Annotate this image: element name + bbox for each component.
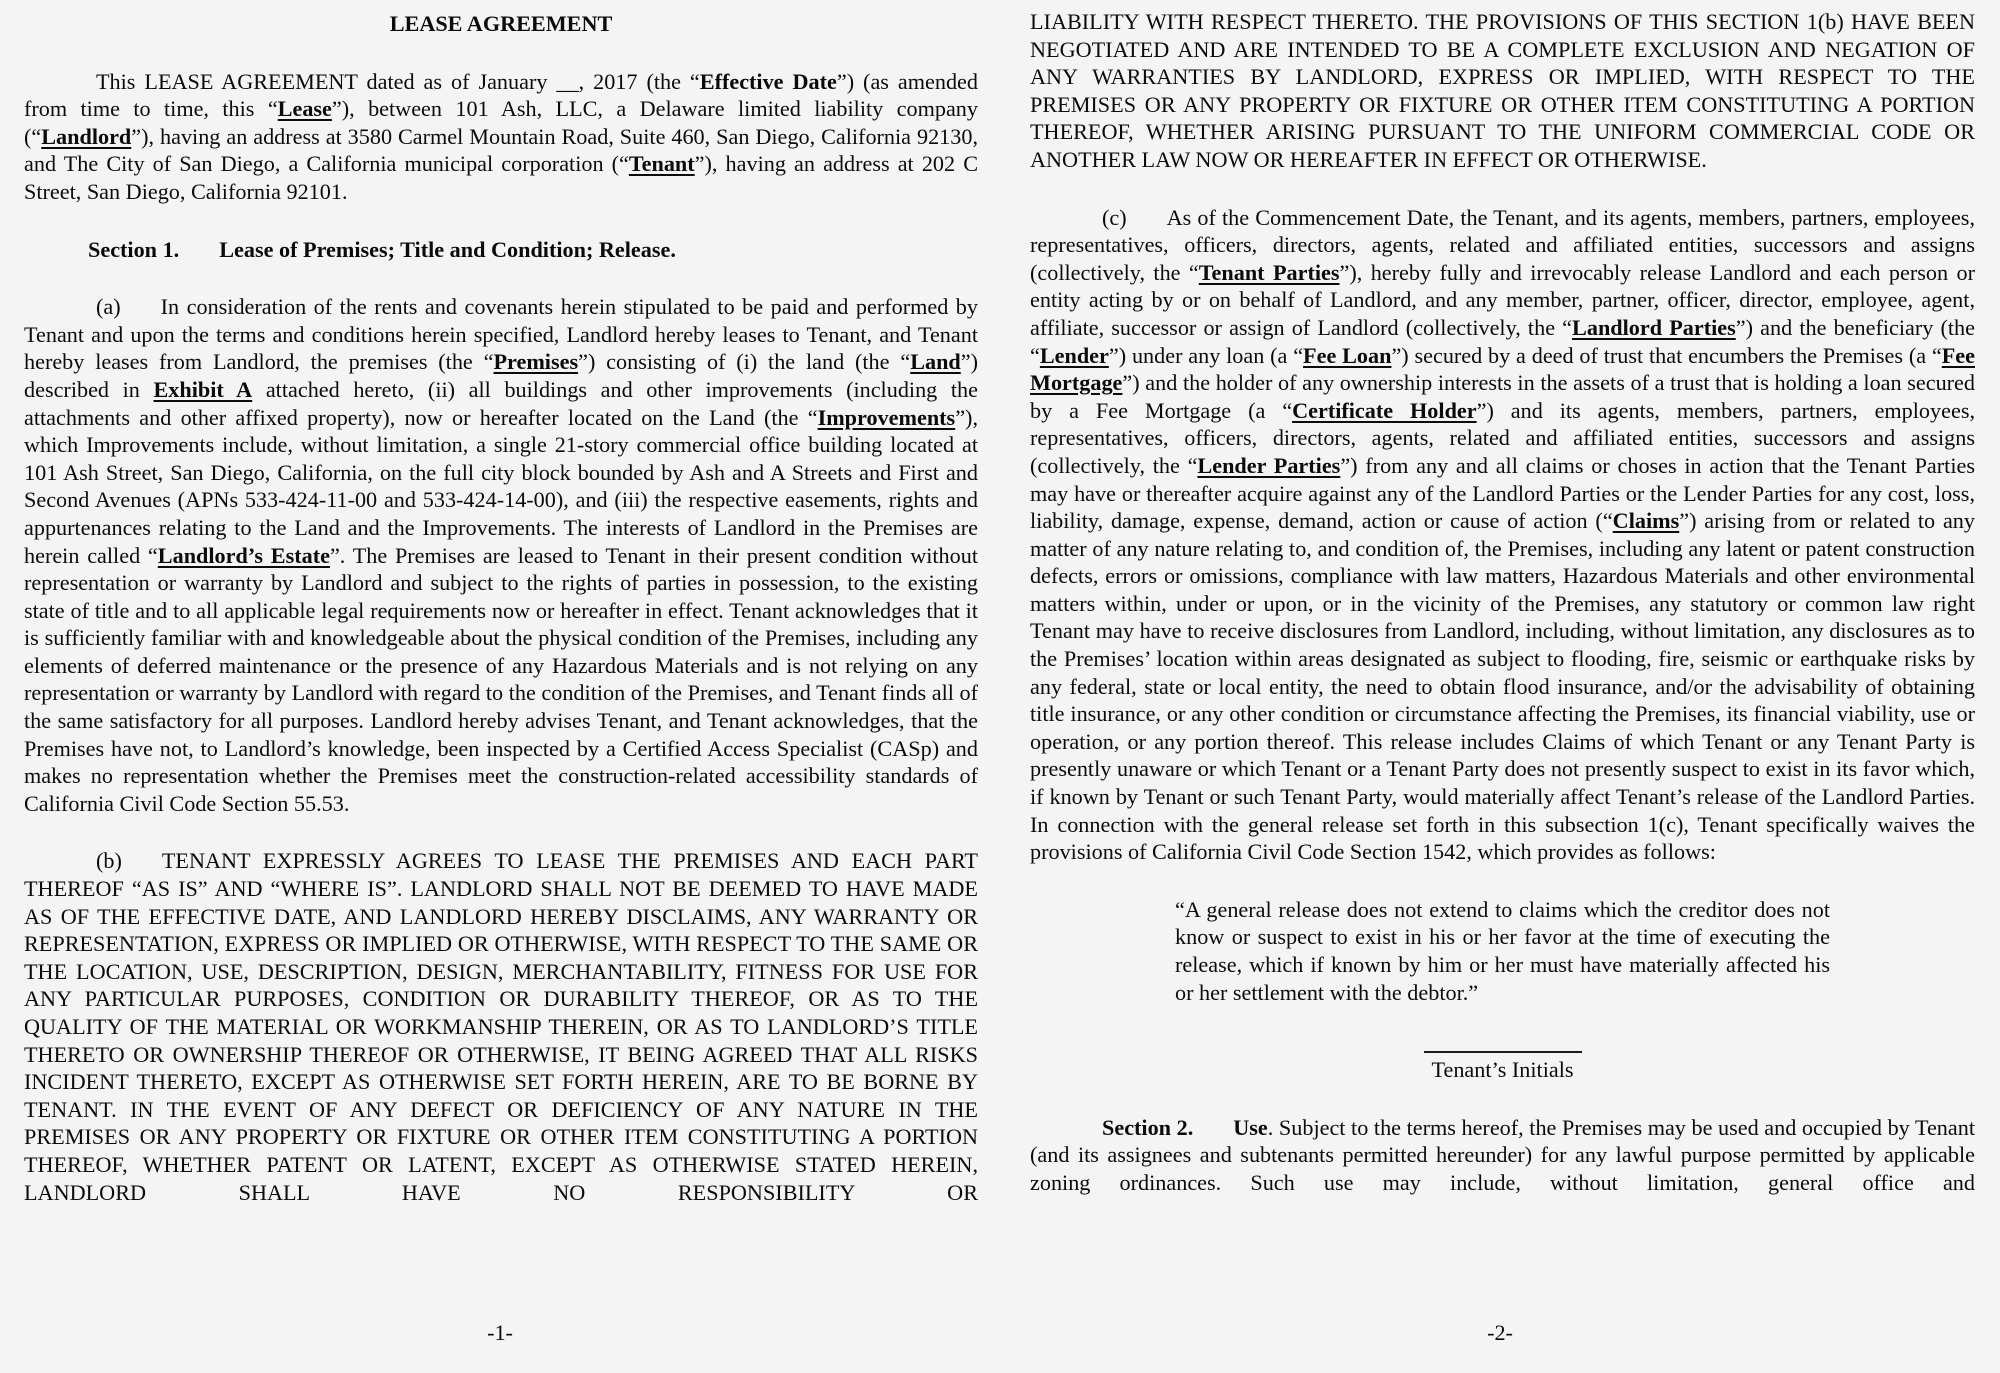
text-run: In consideration of the rents and covenants herein stipulated to be paid and performed by Tenant and upon the terms and conditions herein specified, Landlord hereby leases to Tenant, and Tenant hereby leases from Landlord, the premises (the “ [24, 294, 978, 375]
tenants-initials-block [1030, 1051, 1975, 1084]
defined-term: Premises [493, 349, 579, 375]
text-run: ”) consisting of (i) the land (the “ [578, 349, 911, 375]
text-run: ”) under any loan (a “ [1108, 342, 1304, 368]
defined-term: Section 2. [1102, 1114, 1194, 1140]
text-run: ”), hereby fully and irrevocably release Landlord and each person or entity acting by or on behalf of Landlord, and any member, partner, officer, director, employee, agent, affiliate, successor or assign of Landlord (collectively, the “ [1030, 259, 1975, 340]
page-2 [1000, 0, 2000, 1373]
defined-term: Use [1233, 1114, 1268, 1140]
text-run: ”) and the beneficiary (the “ [1030, 314, 1975, 368]
text-run: ”), between 101 Ash, LLC, a Delaware limited liability company (“ [24, 96, 978, 149]
defined-term: Improvements [817, 404, 956, 430]
text-run: . Subject to the terms hereof, the Premises may be used and occupied by Tenant (and its assignees and subtenants permitted hereunder) for any lawful purpose permitted by applicable zoning ordinances. Such use may include, without limitation, general office and [1030, 1114, 1976, 1195]
text-run: ”) and its agents, members, partners, employees, representatives, officers, directors, agents, related and affiliated entities, successors and assigns (collectively, the “ [1030, 397, 1976, 478]
text-run: ”. The Premises are leased to Tenant in their present condition without representation or warranty by Landlord and subject to the rights of parties in possession, to the existing state of title and to all applicable legal requirements now or hereafter in effect. Tenant acknowledges that it is sufficiently familiar with and knowledgeable about the physical condition of the Premises, including any elements of deferred maintenance or the presence of any Hazardous Materials and is not relying on any representation or warranty by Landlord with regard to the condition of the Premises, and Tenant finds all of the same satisfactory for all purposes. Landlord hereby advises Tenant, and Tenant acknowledges, that the Premises have not, to Landlord’s knowledge, been inspected by a Certified Access Specialist (CASp) and makes no representation whether the Premises meet the construction-related accessibility standards of California Civil Code Section 55.53. [24, 542, 978, 816]
text-run: TENANT EXPRESSLY AGREES TO LEASE THE PREMISES AND EACH PART THEREOF “AS IS” AND “WHERE IS”. LANDLORD SHALL NOT BE DEEMED TO HAVE MADE AS OF THE EFFECTIVE DATE, AND LANDLORD HEREBY DISCLAIMS, ANY WARRANTY OR REPRESENTATION, EXPRESS OR IMPLIED OR OTHERWISE, WITH RESPECT TO THE SAME OR THE LOCATION, USE, DESCRIPTION, DESIGN, MERCHANTABILITY, FITNESS FOR USE FOR ANY PARTICULAR PURPOSES, CONDITION OR DURABILITY THEREOF, OR AS TO THE QUALITY OF THE MATERIAL OR WORKMANSHIP THEREIN, OR AS TO LANDLORD’S TITLE THERETO OR OWNERSHIP THEREOF OR OTHERWISE, IT BEING AGREED THAT ALL RISKS INCIDENT THERETO, EXCEPT AS OTHERWISE SET FORTH HEREIN, ARE TO BE BORNE BY TENANT. IN THE EVENT OF ANY DEFECT OR DEFICIENCY OF ANY NATURE IN THE PREMISES OR ANY PROPERTY OR FIXTURE OR OTHER ITEM CONSTITUTING A PORTION THEREOF, WHETHER PATENT OR LATENT, EXCEPT AS OTHERWISE STATED HEREIN, LANDLORD SHALL HAVE NO RESPONSIBILITY OR [24, 848, 978, 1205]
text-run: ”) (as amended from time to time, this “ [24, 68, 978, 122]
text-run: ”) secured by a deed of trust that encumbers the Premises (a “ [1391, 342, 1942, 368]
text-run: (a) [96, 294, 121, 320]
text-run: ”) arising from or related to any matter of any nature relating to, and condition of, the Premises, including any latent or patent construction defects, errors or omissions, compliance with law matters, Hazardous Materials and other environmental matters within, under or upon, or in the vicinity of the Premises, any statutory or common law right Tenant may have to receive disclosures from Landlord, including, without limitation, any disclosures as to the Premises’ location within areas designated as subject to flooding, fire, seismic or earthquake risks by any federal, state or local entity, the need to obtain flood insurance, and/or the advisability of obtaining title insurance, or any other condition or circumstance affecting the Premises, its financial viability, use or operation, or any portion thereof. This release includes Claims of which Tenant or any Tenant Party is presently unaware or which Tenant or a Tenant Party does not presently suspect to exist in its favor which, if known by Tenant or such Tenant Party, would materially affect Tenant’s release of the Landlord Parties. In connection with the general release set forth in this subsection 1(c), Tenant specifically waives the provisions of California Civil Code Section 1542, which provides as follows: [1030, 508, 1975, 865]
defined-term: Fee Mortgage [1030, 342, 1975, 396]
text-run: ”) and the holder of any ownership interests in the assets of a trust that is holding a loan secured by a Fee Mortgage (a “ [1030, 370, 1975, 423]
defined-term: Landlord Parties [1572, 314, 1736, 340]
text-run: ”) described in [24, 349, 979, 402]
defined-term: Tenant [628, 151, 695, 177]
text-run: ”) from any and all claims or choses in action that the Tenant Parties may have or thereafter acquire against any of the Landlord Parties or the Lender Parties for any cost, loss, liability, damage, expense, demand, action or cause of action (“ [1030, 452, 1975, 534]
tenants-initials-label: Tenant’s Initials [1431, 1057, 1574, 1083]
section-heading [24, 236, 978, 264]
defined-term: Section 1. [88, 236, 180, 262]
text-run: As of the Commencement Date, the Tenant, and its agents, members, partners, employees, representatives, officers, directors, agents, related and affiliated entities, successors and assigns (collectively, the “ [1030, 204, 1975, 285]
defined-term: LEASE AGREEMENT [389, 11, 613, 36]
paragraph [24, 293, 978, 817]
paragraph [24, 847, 978, 1206]
document-title [24, 10, 978, 38]
defined-term: Lease of Premises; Title and Condition; Release. [219, 236, 676, 262]
defined-term: Lease [277, 96, 332, 122]
text-run: ”), which Improvements include, without limitation, a single 21-story commercial office building located at 101 Ash Street, San Diego, California, on the full city block bounded by Ash and A Streets and First and Second Avenues (APNs 533-424-11-00 and 533-424-14-00), and (iii) the respective easements, rights and appurtenances relating to the Land and the Improvements. The interests of Landlord in the Premises are herein called “ [24, 404, 978, 568]
text-run: LIABILITY WITH RESPECT THERETO. THE PROVISIONS OF THIS SECTION 1(b) HAVE BEEN NEGOTIATED AND ARE INTENDED TO BE A COMPLETE EXCLUSION AND NEGATION OF ANY WARRANTIES BY LANDLORD, EXPRESS OR IMPLIED, WITH RESPECT TO THE PREMISES OR ANY PROPERTY OR FIXTURE OR OTHER ITEM CONSTITUTING A PORTION THEREOF, WHETHER ARISING PURSUANT TO THE UNIFORM COMMERCIAL CODE OR ANOTHER LAW NOW OR HEREAFTER IN EFFECT OR OTHERWISE. [1030, 9, 1975, 172]
defined-term: Lender [1039, 342, 1109, 368]
text-run: (b) [96, 848, 122, 874]
defined-term: Claims [1612, 508, 1680, 534]
text-run: attached hereto, (ii) all buildings and other improvements (including the attachments and other affixed property), now or hereafter located on the Land (the “ [24, 376, 978, 430]
defined-term: Fee Loan [1303, 342, 1392, 368]
text-run: ”), having an address at 202 C Street, San Diego, California 92101. [24, 151, 978, 204]
defined-term: Certificate Holder [1292, 397, 1477, 423]
defined-term: Effective Date [699, 68, 837, 94]
text-run: This LEASE AGREEMENT dated as of January __, 2017 (the “ [96, 68, 700, 94]
block-quote [1175, 896, 1830, 1006]
text-run: ”), having an address at 3580 Carmel Mountain Road, Suite 460, San Diego, California 92130, and The City of San Diego, a California municipal corporation (“ [24, 123, 978, 177]
signature-line [1424, 1051, 1582, 1053]
page-number: -2- [1487, 1320, 1513, 1346]
text-run: “A general release does not extend to claims which the creditor does not know or suspect to exist in his or her favor at the time of executing the release, which if known by him or her must have materially affected his or her settlement with the debtor.” [1175, 896, 1830, 1005]
defined-term: Lender Parties [1197, 452, 1341, 478]
defined-term: Tenant Parties [1198, 259, 1340, 285]
paragraph [1030, 1114, 1975, 1197]
defined-term: Exhibit A [153, 376, 253, 402]
defined-term: Land [910, 349, 961, 375]
paragraph [1030, 8, 1975, 174]
page-number: -1- [487, 1320, 513, 1346]
text-run: (c) [1102, 204, 1127, 230]
defined-term: Landlord’s Estate [157, 542, 330, 568]
paragraph [1030, 204, 1975, 866]
paragraph [24, 68, 978, 206]
defined-term: Landlord [41, 123, 132, 149]
